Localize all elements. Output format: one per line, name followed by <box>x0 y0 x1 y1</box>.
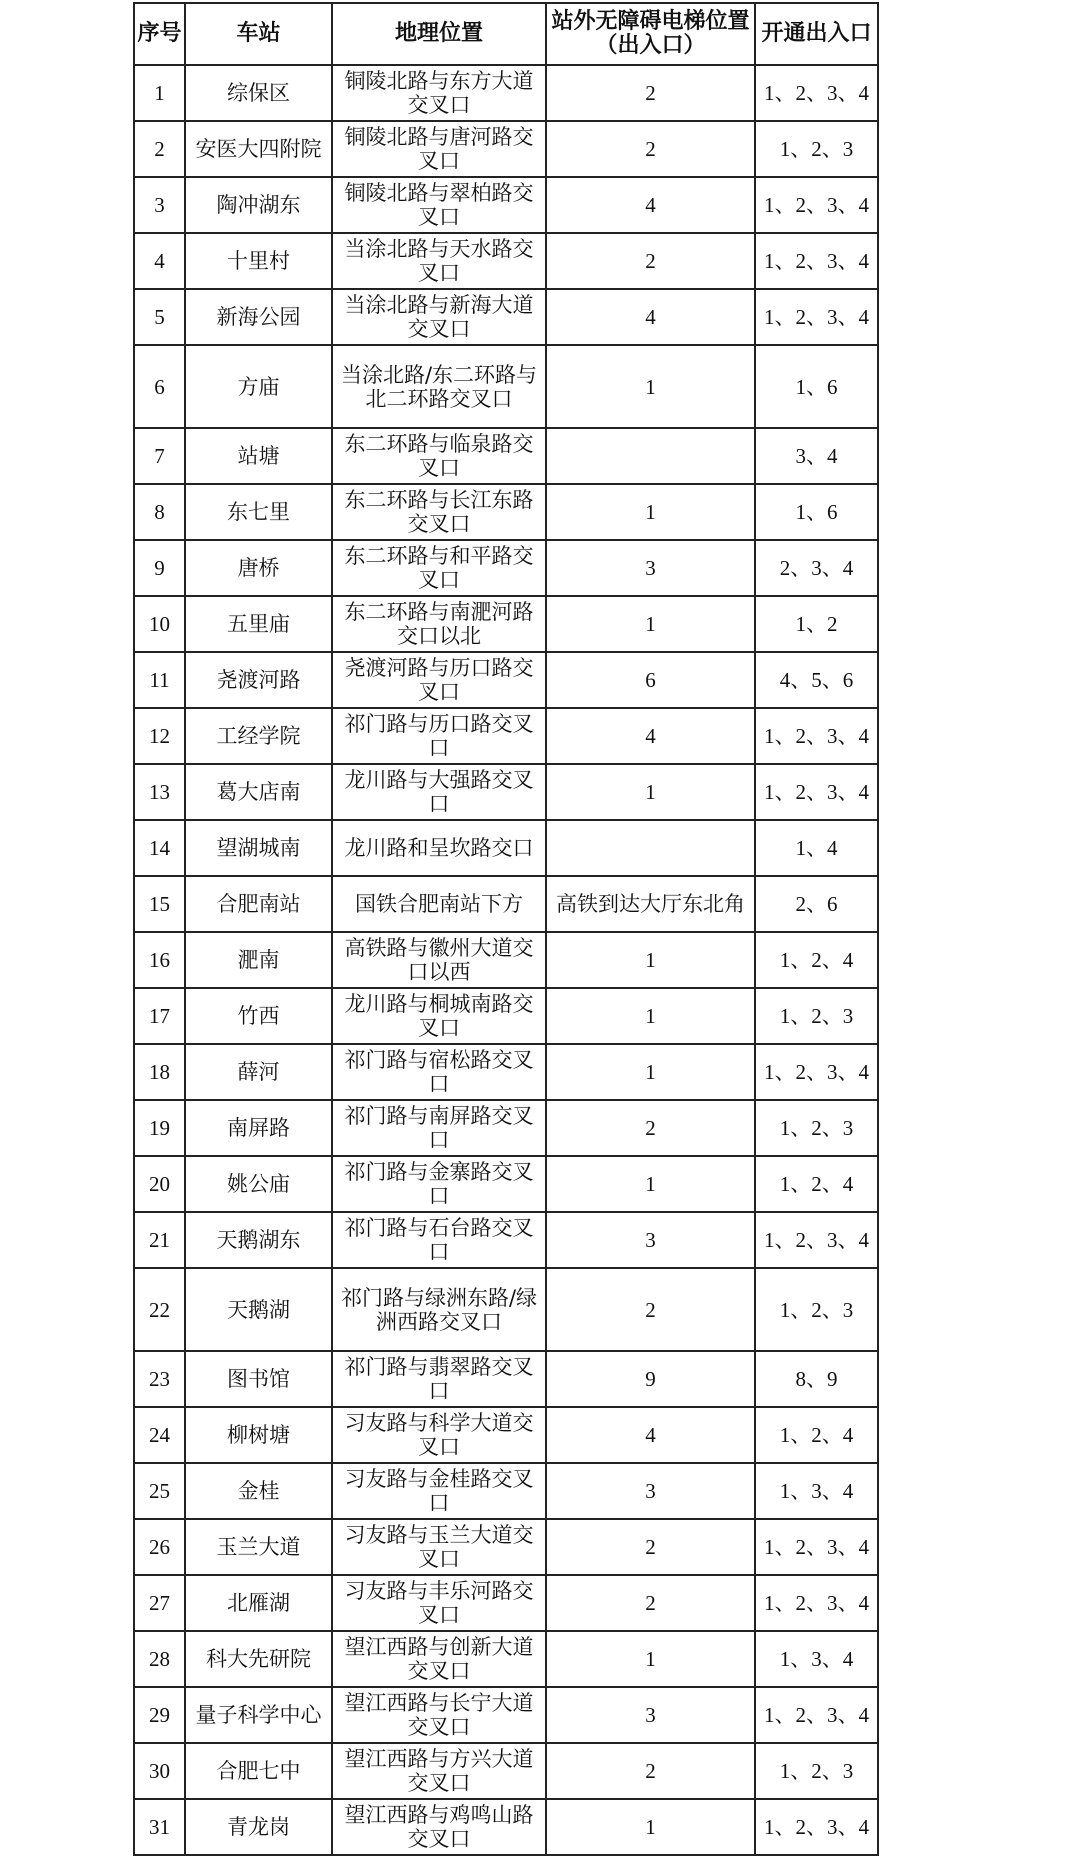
row-number: 27 <box>134 1575 185 1631</box>
open-exits: 1、2、3、4 <box>755 708 878 764</box>
open-exits: 1、2、3、4 <box>755 1044 878 1100</box>
table-row <box>134 988 878 1044</box>
elevator-exit: 2 <box>546 1743 755 1799</box>
elevator-exit: 1 <box>546 1156 755 1212</box>
row-number: 21 <box>134 1212 185 1268</box>
open-exits: 2、6 <box>755 876 878 932</box>
station-name: 唐桥 <box>185 540 332 596</box>
row-number: 24 <box>134 1407 185 1463</box>
table-row <box>134 1268 878 1351</box>
open-exits: 1、2、3、4 <box>755 1519 878 1575</box>
station-location: 习友路与金桂路交叉口 <box>332 1463 546 1519</box>
station-name: 姚公庙 <box>185 1156 332 1212</box>
station-location: 当涂北路/东二环路与北二环路交叉口 <box>332 345 546 428</box>
open-exits: 1、2、3、4 <box>755 1799 878 1855</box>
open-exits: 1、6 <box>755 484 878 540</box>
table-row <box>134 876 878 932</box>
station-location: 望江西路与鸡鸣山路交叉口 <box>332 1799 546 1855</box>
elevator-exit <box>546 428 755 484</box>
open-exits: 8、9 <box>755 1351 878 1407</box>
open-exits: 1、2、3、4 <box>755 764 878 820</box>
station-name: 合肥七中 <box>185 1743 332 1799</box>
table-row <box>134 1463 878 1519</box>
elevator-exit: 2 <box>546 1100 755 1156</box>
station-location: 习友路与玉兰大道交叉口 <box>332 1519 546 1575</box>
elevator-exit: 1 <box>546 596 755 652</box>
open-exits: 1、2、4 <box>755 932 878 988</box>
station-name: 薛河 <box>185 1044 332 1100</box>
table-row <box>134 1799 878 1855</box>
table-row <box>134 1212 878 1268</box>
table-row <box>134 484 878 540</box>
open-exits: 1、2、3、4 <box>755 289 878 345</box>
station-location: 龙川路与桐城南路交叉口 <box>332 988 546 1044</box>
station-location: 祁门路与石台路交叉口 <box>332 1212 546 1268</box>
station-name: 图书馆 <box>185 1351 332 1407</box>
header-row <box>134 3 878 65</box>
table-row <box>134 1100 878 1156</box>
station-location: 东二环路与和平路交叉口 <box>332 540 546 596</box>
station-location: 东二环路与南淝河路交口以北 <box>332 596 546 652</box>
open-exits: 1、3、4 <box>755 1463 878 1519</box>
station-name: 东七里 <box>185 484 332 540</box>
table-row <box>134 1156 878 1212</box>
elevator-exit: 3 <box>546 1687 755 1743</box>
table-row <box>134 1044 878 1100</box>
table-row <box>134 540 878 596</box>
header-station: 车站 <box>185 3 332 65</box>
elevator-exit: 2 <box>546 233 755 289</box>
row-number: 25 <box>134 1463 185 1519</box>
row-number: 5 <box>134 289 185 345</box>
station-location: 铜陵北路与翠柏路交叉口 <box>332 177 546 233</box>
row-number: 18 <box>134 1044 185 1100</box>
station-location: 习友路与科学大道交叉口 <box>332 1407 546 1463</box>
station-name: 站塘 <box>185 428 332 484</box>
row-number: 13 <box>134 764 185 820</box>
row-number: 22 <box>134 1268 185 1351</box>
station-name: 葛大店南 <box>185 764 332 820</box>
station-location: 当涂北路与新海大道交叉口 <box>332 289 546 345</box>
station-location: 尧渡河路与历口路交叉口 <box>332 652 546 708</box>
elevator-exit: 9 <box>546 1351 755 1407</box>
open-exits: 4、5、6 <box>755 652 878 708</box>
elevator-exit: 4 <box>546 1407 755 1463</box>
station-name: 合肥南站 <box>185 876 332 932</box>
elevator-exit: 1 <box>546 988 755 1044</box>
station-name: 天鹅湖 <box>185 1268 332 1351</box>
table-row <box>134 65 878 121</box>
station-location: 祁门路与绿洲东路/绿洲西路交叉口 <box>332 1268 546 1351</box>
table-row <box>134 1575 878 1631</box>
station-location: 祁门路与南屏路交叉口 <box>332 1100 546 1156</box>
table-row <box>134 289 878 345</box>
row-number: 15 <box>134 876 185 932</box>
station-location: 祁门路与宿松路交叉口 <box>332 1044 546 1100</box>
table-row <box>134 1631 878 1687</box>
open-exits: 1、2、4 <box>755 1407 878 1463</box>
elevator-exit: 1 <box>546 1631 755 1687</box>
open-exits: 1、2、3 <box>755 988 878 1044</box>
station-name: 竹西 <box>185 988 332 1044</box>
open-exits: 1、2、3、4 <box>755 65 878 121</box>
station-name: 量子科学中心 <box>185 1687 332 1743</box>
station-location: 祁门路与历口路交叉口 <box>332 708 546 764</box>
station-location: 国铁合肥南站下方 <box>332 876 546 932</box>
row-number: 3 <box>134 177 185 233</box>
table-row <box>134 596 878 652</box>
table-row <box>134 345 878 428</box>
row-number: 28 <box>134 1631 185 1687</box>
open-exits: 1、2、3、4 <box>755 177 878 233</box>
table-row <box>134 428 878 484</box>
row-number: 26 <box>134 1519 185 1575</box>
station-location: 龙川路与大强路交叉口 <box>332 764 546 820</box>
station-location: 铜陵北路与东方大道交叉口 <box>332 65 546 121</box>
station-name: 新海公园 <box>185 289 332 345</box>
elevator-exit: 2 <box>546 1519 755 1575</box>
elevator-exit: 2 <box>546 1575 755 1631</box>
row-number: 2 <box>134 121 185 177</box>
station-location: 当涂北路与天水路交叉口 <box>332 233 546 289</box>
row-number: 6 <box>134 345 185 428</box>
table-row <box>134 177 878 233</box>
row-number: 8 <box>134 484 185 540</box>
station-location: 习友路与丰乐河路交叉口 <box>332 1575 546 1631</box>
elevator-exit: 2 <box>546 121 755 177</box>
elevator-exit: 3 <box>546 1212 755 1268</box>
station-name: 陶冲湖东 <box>185 177 332 233</box>
elevator-exit: 4 <box>546 289 755 345</box>
station-location: 望江西路与创新大道交叉口 <box>332 1631 546 1687</box>
elevator-exit: 1 <box>546 932 755 988</box>
station-name: 柳树塘 <box>185 1407 332 1463</box>
elevator-exit <box>546 820 755 876</box>
station-name: 工经学院 <box>185 708 332 764</box>
station-name: 天鹅湖东 <box>185 1212 332 1268</box>
open-exits: 1、3、4 <box>755 1631 878 1687</box>
open-exits: 1、2、3 <box>755 121 878 177</box>
station-name: 方庙 <box>185 345 332 428</box>
table-row <box>134 764 878 820</box>
table-row <box>134 932 878 988</box>
row-number: 9 <box>134 540 185 596</box>
station-name: 青龙岗 <box>185 1799 332 1855</box>
table-row <box>134 1351 878 1407</box>
elevator-exit: 4 <box>546 177 755 233</box>
station-location: 高铁路与徽州大道交口以西 <box>332 932 546 988</box>
open-exits: 1、2、3、4 <box>755 1575 878 1631</box>
station-location: 祁门路与翡翠路交叉口 <box>332 1351 546 1407</box>
row-number: 12 <box>134 708 185 764</box>
open-exits: 1、2 <box>755 596 878 652</box>
open-exits: 1、2、3、4 <box>755 1687 878 1743</box>
row-number: 1 <box>134 65 185 121</box>
open-exits: 1、6 <box>755 345 878 428</box>
elevator-exit: 1 <box>546 764 755 820</box>
station-table <box>133 2 879 1856</box>
open-exits: 3、4 <box>755 428 878 484</box>
row-number: 30 <box>134 1743 185 1799</box>
elevator-exit: 3 <box>546 1463 755 1519</box>
station-name: 南屏路 <box>185 1100 332 1156</box>
station-location: 东二环路与长江东路交叉口 <box>332 484 546 540</box>
elevator-exit: 3 <box>546 540 755 596</box>
station-name: 安医大四附院 <box>185 121 332 177</box>
open-exits: 1、2、3、4 <box>755 233 878 289</box>
header-number: 序号 <box>134 3 185 65</box>
elevator-exit: 高铁到达大厅东北角 <box>546 876 755 932</box>
open-exits: 1、2、3、4 <box>755 1212 878 1268</box>
row-number: 7 <box>134 428 185 484</box>
station-location: 东二环路与临泉路交叉口 <box>332 428 546 484</box>
row-number: 16 <box>134 932 185 988</box>
table-row <box>134 708 878 764</box>
station-name: 科大先研院 <box>185 1631 332 1687</box>
elevator-exit: 1 <box>546 1044 755 1100</box>
table-row <box>134 1743 878 1799</box>
table-row <box>134 652 878 708</box>
elevator-exit: 2 <box>546 65 755 121</box>
open-exits: 1、2、3 <box>755 1743 878 1799</box>
header-elevator: 站外无障碍电梯位置（出入口） <box>546 3 755 65</box>
table-body <box>134 65 878 1855</box>
row-number: 11 <box>134 652 185 708</box>
elevator-exit: 6 <box>546 652 755 708</box>
table-row <box>134 1519 878 1575</box>
station-location: 祁门路与金寨路交叉口 <box>332 1156 546 1212</box>
row-number: 20 <box>134 1156 185 1212</box>
open-exits: 2、3、4 <box>755 540 878 596</box>
elevator-exit: 1 <box>546 484 755 540</box>
header-exits: 开通出入口 <box>755 3 878 65</box>
open-exits: 1、4 <box>755 820 878 876</box>
elevator-exit: 1 <box>546 1799 755 1855</box>
table-row <box>134 820 878 876</box>
station-location: 龙川路和呈坎路交口 <box>332 820 546 876</box>
table-row <box>134 1407 878 1463</box>
table-row <box>134 121 878 177</box>
station-name: 淝南 <box>185 932 332 988</box>
station-location: 铜陵北路与唐河路交叉口 <box>332 121 546 177</box>
station-name: 十里村 <box>185 233 332 289</box>
station-name: 北雁湖 <box>185 1575 332 1631</box>
table-row <box>134 233 878 289</box>
row-number: 29 <box>134 1687 185 1743</box>
open-exits: 1、2、3 <box>755 1268 878 1351</box>
row-number: 23 <box>134 1351 185 1407</box>
station-location: 望江西路与方兴大道交叉口 <box>332 1743 546 1799</box>
open-exits: 1、2、3 <box>755 1100 878 1156</box>
station-name: 综保区 <box>185 65 332 121</box>
row-number: 14 <box>134 820 185 876</box>
station-name: 玉兰大道 <box>185 1519 332 1575</box>
elevator-exit: 4 <box>546 708 755 764</box>
elevator-exit: 2 <box>546 1268 755 1351</box>
open-exits: 1、2、4 <box>755 1156 878 1212</box>
header-location: 地理位置 <box>332 3 546 65</box>
station-name: 五里庙 <box>185 596 332 652</box>
row-number: 19 <box>134 1100 185 1156</box>
station-name: 望湖城南 <box>185 820 332 876</box>
table-row <box>134 1687 878 1743</box>
station-name: 金桂 <box>185 1463 332 1519</box>
row-number: 31 <box>134 1799 185 1855</box>
station-name: 尧渡河路 <box>185 652 332 708</box>
row-number: 10 <box>134 596 185 652</box>
row-number: 17 <box>134 988 185 1044</box>
elevator-exit: 1 <box>546 345 755 428</box>
station-location: 望江西路与长宁大道交叉口 <box>332 1687 546 1743</box>
row-number: 4 <box>134 233 185 289</box>
